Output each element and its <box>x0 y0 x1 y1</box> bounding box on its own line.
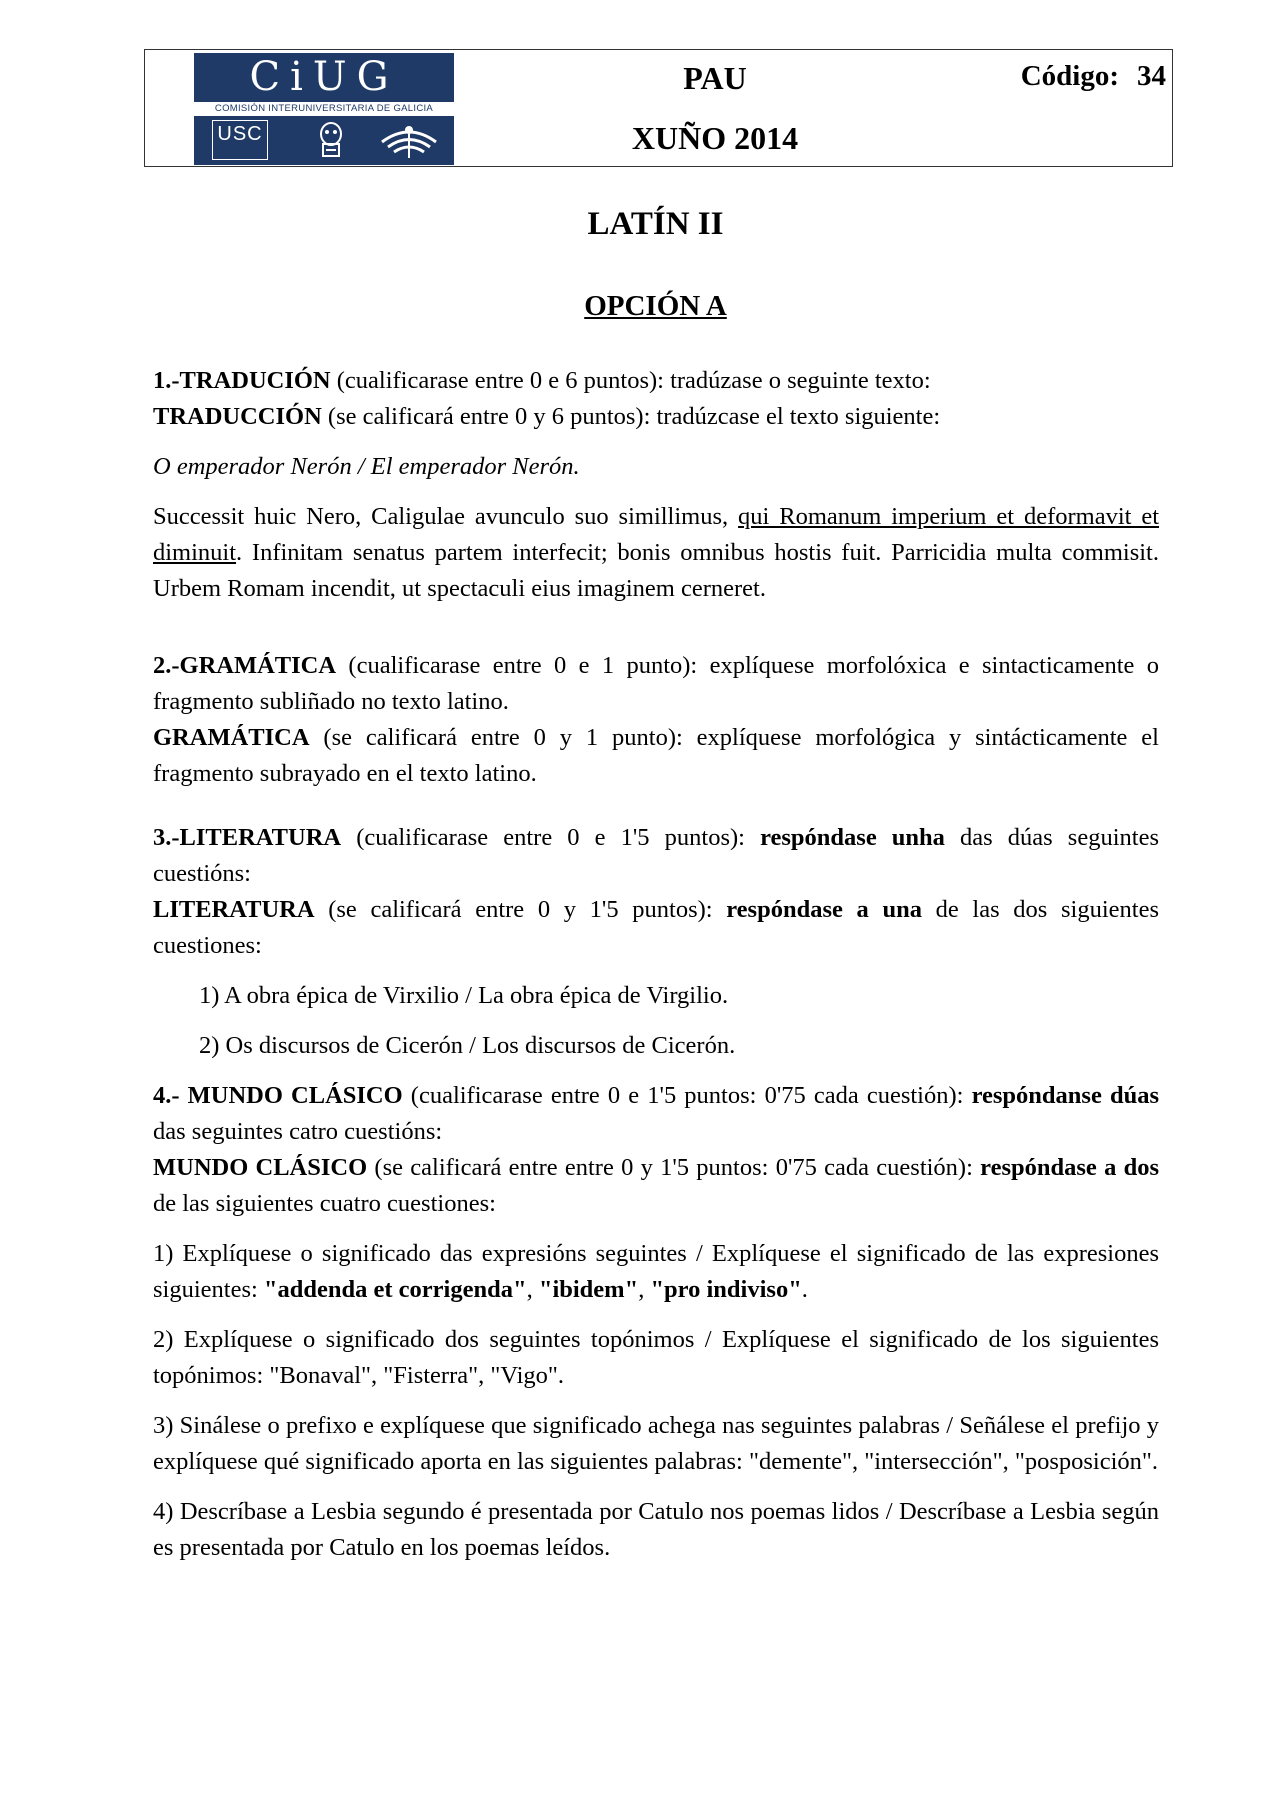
ciug-logo <box>194 53 454 165</box>
q4-es-emphasis: respóndase a dos <box>980 1154 1159 1181</box>
expression-1: "addenda et corrigenda" <box>263 1276 527 1303</box>
q3-gl-text: (cualificarase entre 0 e 1'5 puntos): <box>341 824 761 851</box>
q4-gl-heading: 4.- MUNDO CLÁSICO <box>153 1082 403 1109</box>
q4-gl-text-end: das seguintes catro cuestións: <box>153 1118 443 1145</box>
q4-item-4: 4) Descríbase a Lesbia segundo é presentada por Catulo nos poemas lidos / Descríbase a Lesbia según es presentada por Catulo en los poemas leídos. <box>153 1498 1159 1561</box>
q4-item-1-text: 1) Explíquese o significado das expresións seguintes / Explíquese el significado de las expresiones siguientes: <box>153 1240 1159 1303</box>
code-label: Código: <box>1020 60 1119 92</box>
q3-es-emphasis: respóndase a una <box>726 896 922 923</box>
university-seal-icon <box>314 120 348 160</box>
q4-es-text: (se calificará entre entre 0 y 1'5 puntos: 0'75 cada cuestión): <box>367 1154 981 1181</box>
expression-3: "pro indiviso" <box>650 1276 802 1303</box>
q1-es-instruction <box>153 399 1159 435</box>
option-title: OPCIÓN A <box>584 290 727 322</box>
q2-gl-instruction <box>153 648 1159 720</box>
q3-es-text: (se calificará entre 0 y 1'5 puntos): <box>314 896 727 923</box>
separator: , <box>638 1276 651 1303</box>
q3-gl-heading: 3.-LITERATURA <box>153 824 342 851</box>
q1-es-heading: TRADUCCIÓN <box>153 403 322 430</box>
latin-text-start: Successit huic Nero, Caligulae avunculo suo simillimus, <box>153 503 739 530</box>
question-2 <box>153 648 1159 792</box>
q3-gl-instruction <box>153 820 1159 892</box>
exam-header <box>144 49 1173 167</box>
q4-gl-emphasis: respóndanse dúas <box>971 1082 1159 1109</box>
question-1 <box>153 363 1159 607</box>
q1-gl-heading: 1.-TRADUCIÓN <box>153 367 331 394</box>
q1-gl-instruction <box>153 363 1159 399</box>
q3-item: 2) Os discursos de Cicerón / Los discursos de Cicerón. <box>199 1032 736 1059</box>
q1-gl-text: (cualificarase entre 0 e 6 puntos): tradúzase o seguinte texto: <box>330 367 931 394</box>
expression-2: "ibidem" <box>538 1276 639 1303</box>
q3-es-text-end: de las dos siguientes cuestiones: <box>153 896 1159 959</box>
q4-es-heading: MUNDO CLÁSICO <box>153 1154 368 1181</box>
q3-item: 1) A obra épica de Virxilio / La obra épica de Virgilio. <box>199 982 729 1009</box>
q1-text-title: O emperador Nerón / El emperador Nerón. <box>153 453 580 480</box>
exam-heading <box>555 50 875 158</box>
latin-text-end: . Infinitam senatus partem interfecit; bonis omnibus hostis fuit. Parricidia multa commisit. Urbem Romam incendit, ut spectaculi eius imaginem cerneret. <box>153 539 1159 602</box>
code-value: 34 <box>1137 60 1166 92</box>
university-emblem-icon <box>374 120 444 160</box>
q4-gl-instruction <box>153 1078 1159 1150</box>
q4-item-2: 2) Explíquese o significado dos seguintes topónimos / Explíquese el significado de los siguientes topónimos: "Bonaval", "Fisterra", "Vigo". <box>153 1326 1159 1389</box>
q2-gl-heading: 2.-GRAMÁTICA <box>153 652 337 679</box>
q3-es-instruction <box>153 892 1159 964</box>
q4-es-text-end: de las siguientes cuatro cuestiones: <box>153 1190 496 1217</box>
q3-gl-emphasis: respóndase unha <box>760 824 945 851</box>
q2-es-instruction <box>153 720 1159 792</box>
q4-es-instruction <box>153 1150 1159 1222</box>
question-4 <box>153 1078 1159 1566</box>
q2-gl-text: (cualificarase entre 0 e 1 punto): explíquese morfolóxica e sintacticamente o fragmento subliñado no texto latino. <box>153 652 1159 715</box>
q1-es-text: (se calificará entre 0 y 6 puntos): tradúzcase el texto siguiente: <box>321 403 941 430</box>
q3-gl-text-end: das dúas seguintes cuestións: <box>153 824 1159 887</box>
question-3 <box>153 820 1159 1064</box>
separator: , <box>526 1276 539 1303</box>
q4-item-3: 3) Sinálese o prefixo e explíquese que significado achega nas seguintes palabras / Señálese el prefijo y explíquese qué significado aporta en las siguientes palabras: "demente", "intersección", "posposición". <box>153 1412 1159 1475</box>
exam-type: PAU <box>683 60 747 96</box>
latin-text <box>153 499 1159 607</box>
q3-es-heading: LITERATURA <box>153 896 315 923</box>
logo-subtitle: COMISIÓN INTERUNIVERSITARIA DE GALICIA <box>194 102 454 116</box>
logo-university-band <box>194 116 454 165</box>
q2-es-heading: GRAMÁTICA <box>153 724 310 751</box>
q4-item-1 <box>153 1236 1159 1308</box>
exam-session: XUÑO 2014 <box>631 120 799 156</box>
q4-gl-text: (cualificarase entre 0 e 1'5 puntos: 0'75 cada cuestión): <box>402 1082 972 1109</box>
q2-es-text: (se calificará entre 0 y 1 punto): explíquese morfológica y sintácticamente el fragmento subrayado en el texto latino. <box>153 724 1159 787</box>
latin-underlined-fragment: qui Romanum imperium et deformavit et diminuit <box>153 503 1160 566</box>
usc-logo: USC <box>212 120 268 160</box>
exam-code <box>1021 58 1166 94</box>
q4-item-1-end: . <box>801 1276 808 1303</box>
subject-title: LATÍN II <box>587 206 724 242</box>
logo-wordmark: CiUG <box>194 53 454 102</box>
